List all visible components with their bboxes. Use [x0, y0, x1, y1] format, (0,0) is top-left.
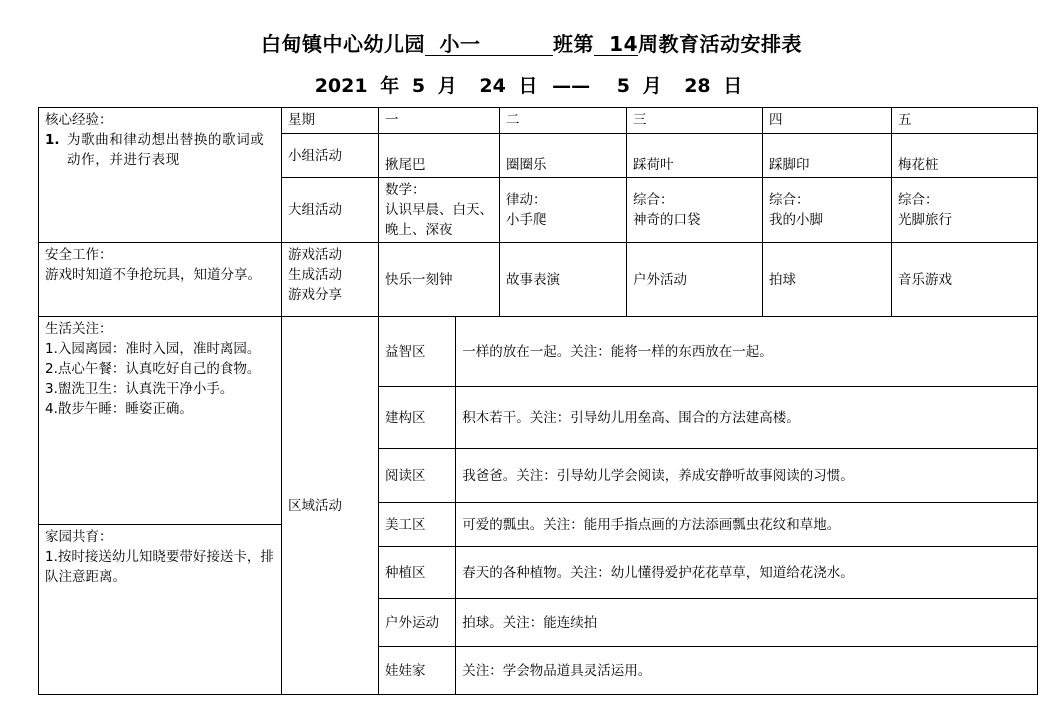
area-text-art: 可爱的瓢虫。关注：能用手指点画的方法添画瓢虫花纹和草地。 — [456, 503, 1038, 547]
week-label: 星期 — [282, 108, 379, 134]
big-group-wed — [627, 178, 763, 243]
small-group-label: 小组活动 — [282, 134, 379, 178]
big-group-mon — [379, 178, 500, 243]
date-start-day: 24 — [479, 75, 506, 97]
core-experience-cell — [39, 108, 282, 243]
big-group-thu-line2: 我的小脚 — [769, 212, 823, 228]
game-fri: 音乐游戏 — [892, 243, 1038, 317]
date-day-unit: 日 — [518, 75, 538, 97]
day-friday: 五 — [892, 108, 1038, 134]
core-item — [45, 130, 275, 170]
area-name-reading: 阅读区 — [379, 449, 456, 503]
date-month-unit: 月 — [437, 75, 457, 97]
area-text-planting: 春天的各种植物。关注：幼儿懂得爱护花花草草，知道给花浇水。 — [456, 547, 1038, 599]
date-end-day-unit: 日 — [723, 75, 743, 97]
game-label-1: 游戏活动 — [288, 247, 342, 263]
small-group-mon: 揪尾巴 — [379, 134, 500, 178]
game-wed: 户外活动 — [627, 243, 763, 317]
date-dash: —— — [552, 75, 591, 97]
area-name-construction: 建构区 — [379, 387, 456, 449]
safety-title: 安全工作： — [45, 247, 113, 263]
area-name-outdoor: 户外运动 — [379, 599, 456, 647]
date-end-month-unit: 月 — [642, 75, 662, 97]
class-label: 班第 — [553, 32, 594, 56]
day-wednesday: 三 — [627, 108, 763, 134]
area-name-doll-house: 娃娃家 — [379, 647, 456, 695]
small-group-tue: 圈圈乐 — [500, 134, 627, 178]
area-label: 区域活动 — [282, 317, 379, 695]
small-group-wed: 踩荷叶 — [627, 134, 763, 178]
safety-text: 游戏时知道不争抢玩具，知道分享。 — [45, 267, 261, 283]
area-text-doll-house: 关注：学会物品道具灵活运用。 — [456, 647, 1038, 695]
core-item-num: 1. — [45, 132, 60, 148]
date-range — [0, 72, 1063, 100]
game-mon: 快乐一刻钟 — [379, 243, 500, 317]
big-group-wed-line2: 神奇的口袋 — [633, 212, 701, 228]
game-label — [282, 243, 379, 317]
core-title: 核心经验： — [45, 112, 113, 128]
date-end-day: 28 — [684, 75, 711, 97]
game-thu: 拍球 — [763, 243, 892, 317]
big-group-mon-line1: 数学： — [385, 182, 426, 198]
day-thursday: 四 — [763, 108, 892, 134]
day-monday: 一 — [379, 108, 500, 134]
small-group-fri: 梅花桩 — [892, 134, 1038, 178]
area-name-art: 美工区 — [379, 503, 456, 547]
life-item-1: 1.入园离园：准时入园，准时离园。 — [45, 341, 261, 357]
class-name: 小一 — [425, 33, 495, 56]
area-name-puzzle: 益智区 — [379, 317, 456, 387]
date-year-unit: 年 — [380, 75, 400, 97]
big-group-fri — [892, 178, 1038, 243]
class-blank — [495, 33, 553, 56]
big-group-mon-line3: 晚上、深夜 — [385, 222, 453, 238]
big-group-thu — [763, 178, 892, 243]
date-end-month: 5 — [616, 75, 630, 97]
big-group-tue-line2: 小手爬 — [506, 212, 547, 228]
life-item-4: 4.散步午睡：睡姿正确。 — [45, 401, 193, 417]
safety-cell — [39, 243, 282, 317]
title-suffix: 周教育活动安排表 — [638, 32, 802, 56]
kindergarten-name: 白甸镇中心幼儿园 — [261, 32, 425, 56]
life-home-cell — [39, 317, 282, 695]
date-year: 2021 — [314, 75, 368, 97]
home-title: 家园共育： — [45, 529, 113, 545]
life-section — [39, 317, 281, 525]
life-title: 生活关注： — [45, 321, 113, 337]
big-group-fri-line2: 光脚旅行 — [898, 212, 952, 228]
game-tue: 故事表演 — [500, 243, 627, 317]
home-section — [39, 525, 281, 589]
schedule-table — [38, 107, 1038, 695]
big-group-thu-line1: 综合： — [769, 192, 810, 208]
game-label-3: 游戏分享 — [288, 287, 342, 303]
big-group-tue-line1: 律动： — [506, 192, 547, 208]
home-text: 1.按时接送幼儿知晓要带好接送卡，排队注意距离。 — [45, 549, 274, 585]
big-group-fri-line1: 综合： — [898, 192, 939, 208]
game-label-2: 生成活动 — [288, 267, 342, 283]
big-group-label: 大组活动 — [282, 178, 379, 243]
area-text-construction: 积木若干。关注：引导幼儿用垒高、围合的方法建高楼。 — [456, 387, 1038, 449]
week-number: 14 — [594, 33, 638, 56]
day-tuesday: 二 — [500, 108, 627, 134]
area-name-planting: 种植区 — [379, 547, 456, 599]
area-text-reading: 我爸爸。关注：引导幼儿学会阅读，养成安静听故事阅读的习惯。 — [456, 449, 1038, 503]
core-item-text: 为歌曲和律动想出替换的歌词或动作，并进行表现 — [67, 132, 265, 168]
life-item-2: 2.点心午餐：认真吃好自己的食物。 — [45, 361, 261, 377]
area-text-puzzle: 一样的放在一起。关注：能将一样的东西放在一起。 — [456, 317, 1038, 387]
page-title — [0, 30, 1063, 58]
big-group-wed-line1: 综合： — [633, 192, 674, 208]
life-item-3: 3.盥洗卫生：认真洗干净小手。 — [45, 381, 234, 397]
big-group-mon-line2: 认识早晨、白天、 — [385, 202, 493, 218]
area-text-outdoor: 拍球。关注：能连续拍 — [456, 599, 1038, 647]
small-group-thu: 踩脚印 — [763, 134, 892, 178]
big-group-tue — [500, 178, 627, 243]
date-start-month: 5 — [411, 75, 426, 97]
